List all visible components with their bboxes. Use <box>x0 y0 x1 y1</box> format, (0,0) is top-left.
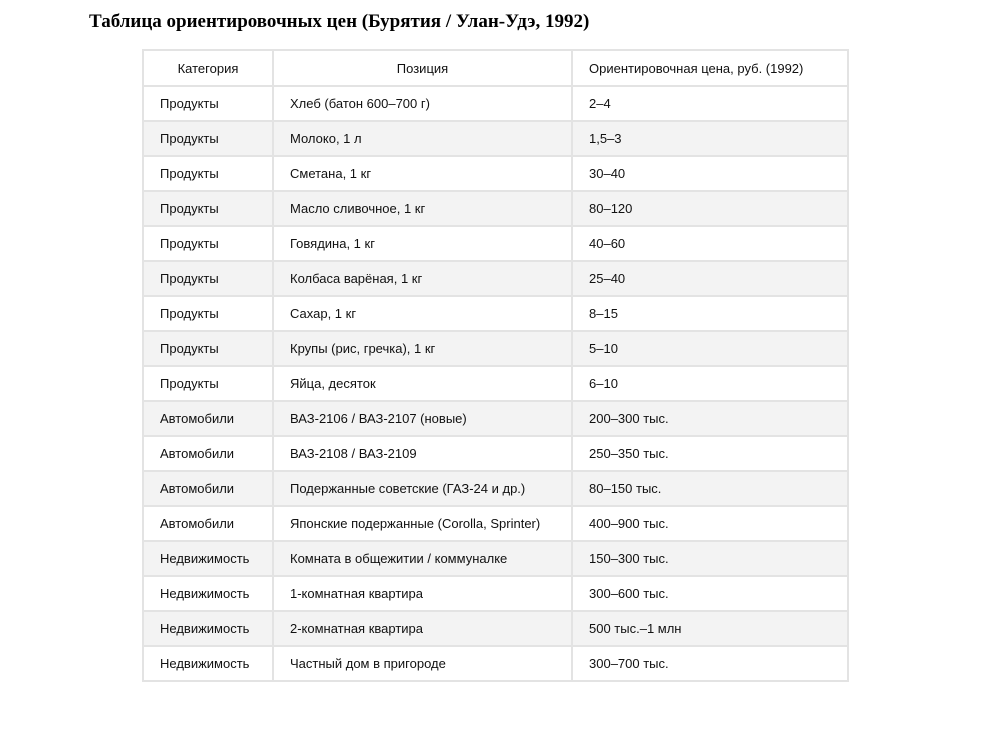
cell-category: Продукты <box>143 121 273 156</box>
cell-item: Японские подержанные (Corolla, Sprinter) <box>273 506 572 541</box>
cell-category: Продукты <box>143 261 273 296</box>
cell-price: 150–300 тыс. <box>572 541 848 576</box>
cell-item: Хлеб (батон 600–700 г) <box>273 86 572 121</box>
table-row <box>143 121 848 156</box>
cell-category: Продукты <box>143 366 273 401</box>
cell-item: Сахар, 1 кг <box>273 296 572 331</box>
cell-category: Автомобили <box>143 506 273 541</box>
table-row <box>143 191 848 226</box>
cell-price: 1,5–3 <box>572 121 848 156</box>
cell-price: 30–40 <box>572 156 848 191</box>
cell-price: 250–350 тыс. <box>572 436 848 471</box>
cell-category: Продукты <box>143 296 273 331</box>
table-row <box>143 156 848 191</box>
cell-item: Яйца, десяток <box>273 366 572 401</box>
cell-category: Продукты <box>143 331 273 366</box>
cell-category: Продукты <box>143 191 273 226</box>
cell-category: Недвижимость <box>143 576 273 611</box>
cell-item: Подержанные советские (ГАЗ-24 и др.) <box>273 471 572 506</box>
cell-price: 80–150 тыс. <box>572 471 848 506</box>
table-row <box>143 86 848 121</box>
table-row <box>143 576 848 611</box>
table-row <box>143 401 848 436</box>
column-header-item: Позиция <box>273 50 572 86</box>
cell-item: Масло сливочное, 1 кг <box>273 191 572 226</box>
table-row <box>143 471 848 506</box>
table-row <box>143 541 848 576</box>
cell-price: 40–60 <box>572 226 848 261</box>
table-row <box>143 506 848 541</box>
table-row <box>143 261 848 296</box>
cell-category: Автомобили <box>143 471 273 506</box>
table-row <box>143 366 848 401</box>
table-row <box>143 296 848 331</box>
cell-item: Крупы (рис, гречка), 1 кг <box>273 331 572 366</box>
column-header-category: Категория <box>143 50 273 86</box>
cell-price: 5–10 <box>572 331 848 366</box>
cell-category: Недвижимость <box>143 646 273 681</box>
cell-category: Продукты <box>143 86 273 121</box>
cell-price: 2–4 <box>572 86 848 121</box>
cell-category: Автомобили <box>143 436 273 471</box>
cell-category: Недвижимость <box>143 541 273 576</box>
cell-item: Частный дом в пригороде <box>273 646 572 681</box>
price-table <box>142 49 849 682</box>
table-body <box>143 86 848 681</box>
cell-item: Колбаса варёная, 1 кг <box>273 261 572 296</box>
cell-item: Говядина, 1 кг <box>273 226 572 261</box>
cell-item: Молоко, 1 л <box>273 121 572 156</box>
cell-price: 6–10 <box>572 366 848 401</box>
table-row <box>143 611 848 646</box>
page-title: Таблица ориентировочных цен (Бурятия / Улан-Удэ, 1992) <box>89 11 590 32</box>
table-row <box>143 331 848 366</box>
cell-price: 200–300 тыс. <box>572 401 848 436</box>
table-row <box>143 646 848 681</box>
cell-item: 2-комнатная квартира <box>273 611 572 646</box>
cell-item: 1-комнатная квартира <box>273 576 572 611</box>
cell-price: 8–15 <box>572 296 848 331</box>
cell-category: Продукты <box>143 156 273 191</box>
cell-price: 500 тыс.–1 млн <box>572 611 848 646</box>
cell-category: Продукты <box>143 226 273 261</box>
table-row <box>143 436 848 471</box>
cell-item: Сметана, 1 кг <box>273 156 572 191</box>
table-header-row <box>143 50 848 86</box>
column-header-price: Ориентировочная цена, руб. (1992) <box>572 50 848 86</box>
cell-category: Недвижимость <box>143 611 273 646</box>
cell-item: ВАЗ-2106 / ВАЗ-2107 (новые) <box>273 401 572 436</box>
cell-category: Автомобили <box>143 401 273 436</box>
cell-price: 300–700 тыс. <box>572 646 848 681</box>
cell-price: 80–120 <box>572 191 848 226</box>
cell-item: ВАЗ-2108 / ВАЗ-2109 <box>273 436 572 471</box>
cell-price: 400–900 тыс. <box>572 506 848 541</box>
cell-item: Комната в общежитии / коммуналке <box>273 541 572 576</box>
table-row <box>143 226 848 261</box>
cell-price: 25–40 <box>572 261 848 296</box>
cell-price: 300–600 тыс. <box>572 576 848 611</box>
